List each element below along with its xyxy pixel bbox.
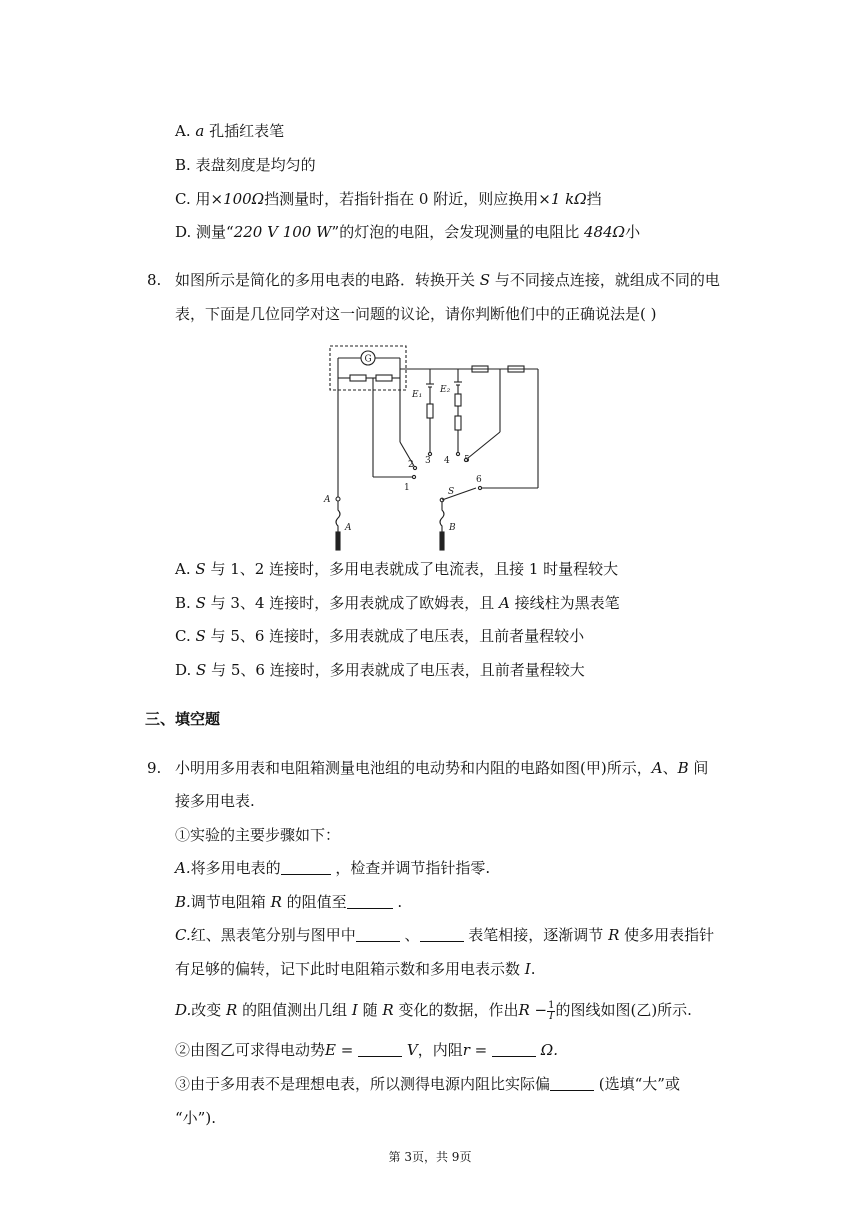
svg-text:A: A xyxy=(324,495,331,505)
q9-stem-line1: 小明用多用表和电阻箱测量电池组的电动势和内阻的电路如图(甲)所示，A、B 间 xyxy=(175,759,709,777)
q8-option-c: C. S 与 5、6 连接时，多用表就成了电压表，且前者量程较小 xyxy=(175,627,585,645)
q7-option-a: A. a 孔插红表笔 xyxy=(175,122,285,140)
q7-option-d: D. 测量“220 V 100 W”的灯泡的电阻，会发现测量的电阻比 484Ω小 xyxy=(175,223,641,241)
q8-number: 8. xyxy=(147,271,162,289)
q9-part-3-line2: “小”). xyxy=(175,1109,216,1127)
q7-option-c: C. 用×100Ω挡测量时，若指针指在 0 附近，则应换用×1 kΩ挡 xyxy=(175,190,602,208)
svg-text:B: B xyxy=(449,523,456,533)
q7-option-b: B. 表盘刻度是均匀的 xyxy=(175,156,316,174)
q9-part-2: ②由图乙可求得电动势E = V，内阻r = Ω. xyxy=(175,1041,558,1059)
svg-text:6: 6 xyxy=(476,475,482,485)
section-heading-fill-blank: 三、填空题 xyxy=(145,710,221,728)
q8-option-b: B. S 与 3、4 连接时，多用表就成了欧姆表，且 A 接线柱为黑表笔 xyxy=(175,594,620,612)
q9-step-c: C.红、黑表笔分别与图甲中 、 表笔相接，逐渐调节 R 使多用表指针 xyxy=(175,926,715,944)
answer-blank[interactable] xyxy=(492,1042,536,1057)
q7-option-a-var: a xyxy=(195,122,205,140)
answer-blank[interactable] xyxy=(358,1042,402,1057)
q9-part-3: ③由于多用表不是理想电表，所以测得电源内阻比实际偏 (选填“大”或 xyxy=(175,1075,680,1093)
answer-blank[interactable] xyxy=(420,927,464,942)
q8-option-a: A. S 与 1、2 连接时，多用电表就成了电流表，且接 1 时量程较大 xyxy=(175,560,619,578)
q9-step-a: A.将多用电表的 ，检查并调节指针指零. xyxy=(175,859,491,877)
svg-text:E₂: E₂ xyxy=(440,385,451,395)
fraction-one-over-i: $\frac{1}{I}$ xyxy=(548,999,555,1022)
svg-text:E₁: E₁ xyxy=(412,390,423,400)
svg-text:A: A xyxy=(345,523,352,533)
svg-text:1: 1 xyxy=(404,483,410,493)
probe-a xyxy=(336,532,340,550)
q9-stem-line2: 接多用电表. xyxy=(175,792,255,810)
svg-text:2: 2 xyxy=(408,460,414,470)
galvanometer-dashed-box xyxy=(330,346,406,390)
q8-stem-line1: 如图所示是简化的多用电表的电路．转换开关 S 与不同接点连接，就组成不同的电 xyxy=(175,271,720,289)
page-footer: 第 3页，共 9页 xyxy=(388,1150,472,1164)
svg-text:4: 4 xyxy=(444,456,450,466)
answer-blank[interactable] xyxy=(550,1076,594,1091)
answer-blank[interactable] xyxy=(356,927,400,942)
q9-step-c-line2: 有足够的偏转，记下此时电阻箱示数和多用电表示数 I. xyxy=(175,960,536,978)
answer-blank[interactable] xyxy=(347,894,393,909)
galvanometer-label: G xyxy=(364,354,372,365)
q9-step-d: D.改变 R 的阻值测出几组 I 随 R 变化的数据，作出R − $\frac{1}{I}$ 的图线如图(乙)所示. xyxy=(175,999,692,1022)
shunt-resistor-1 xyxy=(350,375,366,381)
multimeter-circuit-diagram xyxy=(318,342,558,552)
probe-b xyxy=(440,532,444,550)
q9-number: 9. xyxy=(147,759,162,777)
svg-text:3: 3 xyxy=(425,456,431,466)
resistor-e2-branch-2 xyxy=(455,416,461,430)
resistor-e1-branch xyxy=(427,404,433,418)
terminal-a-node xyxy=(336,497,340,501)
q8-stem-line2: 表，下面是几位同学对这一问题的议论，请你判断他们中的正确说法是( ) xyxy=(175,305,657,323)
shunt-resistor-2 xyxy=(376,375,392,381)
svg-text:S: S xyxy=(448,487,455,497)
q8-option-d: D. S 与 5、6 连接时，多用表就成了电压表，且前者量程较大 xyxy=(175,661,585,679)
q9-step-header: ①实验的主要步骤如下： xyxy=(175,826,341,844)
svg-text:5: 5 xyxy=(464,455,470,465)
q9-step-b: B.调节电阻箱 R 的阻值至 . xyxy=(175,893,403,911)
answer-blank[interactable] xyxy=(281,860,331,875)
resistor-e2-branch-1 xyxy=(455,394,461,406)
